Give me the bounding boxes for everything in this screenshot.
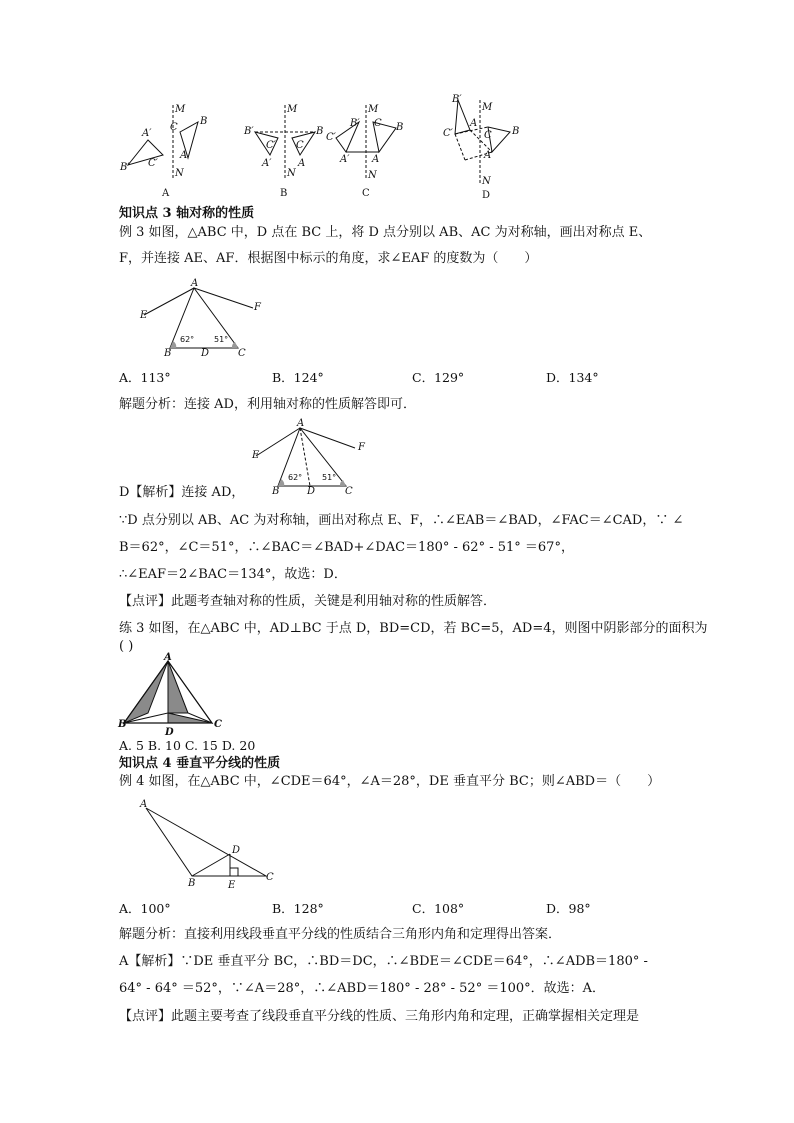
ex3-option-d[interactable]: D．134° (546, 370, 599, 385)
ex3-solution-line2: B＝62°，∠C＝51°，∴∠BAC＝∠BAD+∠DAC＝180° - 62° - 51° ＝67°， (119, 540, 574, 555)
section4-heading: 知识点 4 垂直平分线的性质 (119, 756, 281, 771)
svg-text:B: B (272, 486, 280, 497)
ex4-solution-line1: A【解析】∵DE 垂直平分 BC，∴BD＝DC，∴∠BDE＝∠CDE＝64°，∴∠ADB＝180° - (119, 954, 648, 969)
svg-text:A′: A′ (142, 128, 152, 139)
svg-text:B: B (316, 126, 324, 137)
section3-heading: 知识点 3 轴对称的性质 (119, 206, 255, 221)
ex3-analysis: 解题分析：连接 AD，利用轴对称的性质解答即可． (119, 397, 416, 412)
svg-text:C: C (266, 872, 274, 883)
svg-text:A: A (484, 150, 492, 161)
svg-text:D: D (201, 348, 210, 359)
example3-line1: 例 3 如图，△ABC 中，D 点在 BC 上，将 D 点分别以 AB、AC 为对称轴，画出对称点 E、 (119, 225, 652, 240)
ex4-option-c[interactable]: C．108° (412, 901, 465, 916)
svg-text:C: C (345, 486, 353, 497)
svg-text:A: A (297, 418, 305, 429)
svg-text:M: M (482, 102, 493, 113)
svg-text:C: C (238, 348, 246, 359)
svg-text:M: M (368, 104, 379, 115)
svg-text:B: B (396, 122, 404, 133)
example3-figure (138, 280, 268, 360)
svg-text:C: C (374, 118, 382, 129)
ex3-solution-line1: ∵D 点分别以 AB、AC 为对称轴，画出对称点 E、F，∴∠EAB＝∠BAD，∠FAC＝∠CAD，∵ ∠ (119, 513, 684, 528)
svg-text:E: E (228, 880, 236, 891)
svg-text:62°: 62° (288, 473, 303, 482)
ex4-option-a[interactable]: A．100° (119, 901, 171, 916)
svg-text:A′: A′ (340, 154, 350, 165)
figure-b-caption: B (280, 188, 288, 199)
ex4-option-b[interactable]: B．128° (272, 901, 324, 916)
svg-text:B′: B′ (452, 94, 462, 105)
svg-text:C′: C′ (326, 132, 336, 143)
reflection-figure-a (118, 100, 208, 200)
svg-text:B: B (512, 126, 520, 137)
ex3-solution-line3: ∴∠EAF＝2∠BAC＝134°，故选：D． (119, 567, 347, 582)
ex4-solution-line2: 64° - 64° ＝52°，∵∠A＝28°，∴∠ABD＝180° - 28° - 52° ＝100°．故选：A． (119, 981, 606, 996)
ex3-comment: 【点评】此题考查轴对称的性质，关键是利用轴对称的性质解答． (119, 594, 497, 609)
svg-text:D: D (307, 486, 316, 497)
svg-text:N: N (482, 176, 491, 187)
svg-text:B′: B′ (350, 118, 360, 129)
svg-text:N: N (287, 168, 296, 179)
svg-text:B: B (200, 116, 208, 127)
figure-d-caption: D (482, 190, 491, 201)
svg-text:M: M (175, 104, 186, 115)
figure-c-caption: C (362, 188, 370, 199)
svg-text:E: E (140, 310, 148, 321)
svg-text:C: C (170, 122, 178, 133)
practice3-options[interactable]: A. 5 B. 10 C. 15 D. 20 (119, 738, 256, 753)
svg-text:E: E (252, 450, 260, 461)
ex3-option-b[interactable]: B．124° (272, 370, 324, 385)
ex3-answer-head: D【解析】连接 AD， (119, 485, 245, 500)
svg-text:F: F (254, 302, 261, 313)
practice3-line2: ( ) (119, 639, 134, 654)
svg-text:51°: 51° (322, 473, 337, 482)
svg-text:C′: C′ (148, 158, 158, 169)
practice3-line1: 练 3 如图，在△ABC 中，AD⊥BC 于点 D，BD=CD，若 BC=5，AD=4，则图中阴影部分的面积为 (119, 621, 708, 636)
example4-line: 例 4 如图，在△ABC 中，∠CDE＝64°，∠A＝28°，DE 垂直平分 BC；则∠ABD＝（ ） (119, 774, 661, 789)
example3-solution-figure (250, 418, 380, 498)
svg-text:A: A (191, 278, 199, 289)
ex3-option-a[interactable]: A．113° (119, 370, 171, 385)
svg-text:B: B (118, 719, 127, 730)
svg-text:B: B (188, 878, 196, 889)
ex4-comment: 【点评】此题主要考查了线段垂直平分线的性质、三角形内角和定理，正确掌握相关定理是 (119, 1009, 640, 1024)
svg-text:C: C (296, 140, 304, 151)
svg-text:N: N (175, 168, 184, 179)
svg-text:B′: B′ (120, 162, 130, 173)
svg-text:C′: C′ (443, 128, 453, 139)
reflection-figure-b (240, 100, 330, 200)
example3-line2: F，并连接 AE、AF．根据图中标示的角度，求∠EAF 的度数为（ ） (119, 251, 538, 266)
svg-text:A: A (140, 799, 148, 810)
svg-text:B′: B′ (244, 126, 254, 137)
angle-c-label: 51° (214, 335, 229, 344)
svg-text:D: D (232, 845, 241, 856)
svg-text:A: A (372, 154, 380, 165)
svg-text:B: B (164, 348, 172, 359)
svg-text:A′: A′ (262, 158, 272, 169)
ex3-option-c[interactable]: C．129° (412, 370, 465, 385)
svg-text:F: F (358, 442, 365, 453)
svg-text:A: A (164, 652, 172, 663)
svg-text:M: M (287, 104, 298, 115)
svg-text:D: D (165, 727, 174, 738)
angle-b-label: 62° (180, 335, 195, 344)
svg-text:A: A (470, 118, 478, 129)
svg-text:A: A (298, 158, 306, 169)
figure-a-caption: A (162, 188, 170, 199)
svg-text:C′: C′ (266, 140, 276, 151)
example4-figure (138, 798, 278, 890)
svg-text:N: N (368, 170, 377, 181)
svg-text:A: A (180, 150, 188, 161)
reflection-figure-d (440, 92, 530, 202)
svg-text:C: C (484, 130, 492, 141)
reflection-figure-c (324, 100, 414, 200)
ex4-analysis: 解题分析：直接利用线段垂直平分线的性质结合三角形内角和定理得出答案． (119, 927, 562, 942)
practice3-figure (118, 652, 228, 738)
ex4-option-d[interactable]: D．98° (546, 901, 591, 916)
svg-text:C: C (214, 719, 222, 730)
